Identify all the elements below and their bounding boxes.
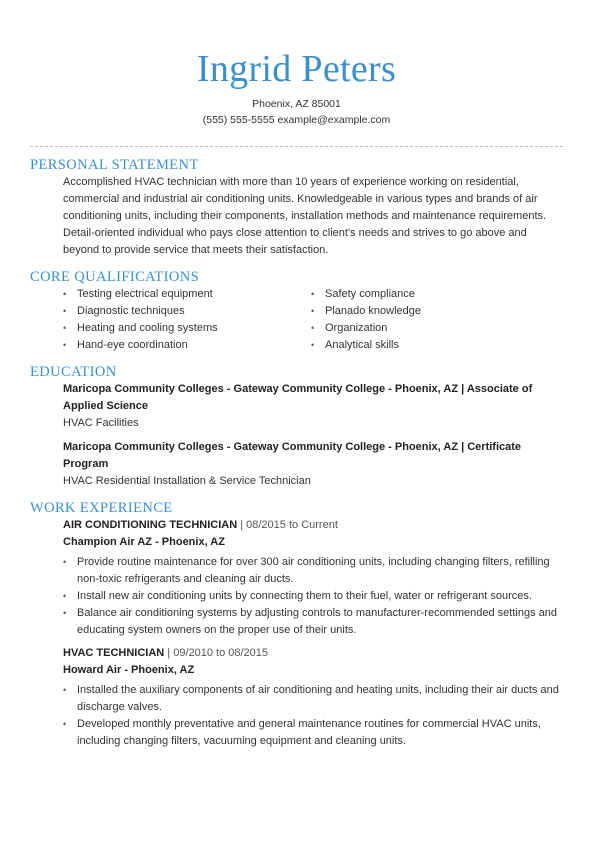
job-duty-item: • Provide routine maintenance for over 300 air conditioning units, including changing filters, refilling non-toxic refrigerants and cleaning air ducts.: [63, 554, 563, 588]
phone-email-text: (555) 555-5555 example@example.com: [202, 114, 391, 126]
education-school: Maricopa Community Colleges - Gateway Community College - Phoenix, AZ | Certificate Program: [63, 441, 522, 470]
qualification-item: • Heating and cooling systems: [63, 320, 311, 337]
statement-heading: PERSONAL STATEMENT: [30, 157, 199, 173]
job-company: Howard Air - Phoenix, AZ: [63, 664, 195, 676]
qualification-item: • Safety compliance: [311, 286, 559, 303]
job-dates: | 08/2015 to Current: [237, 519, 338, 531]
job-dates: | 09/2010 to 08/2015: [164, 647, 269, 659]
job-duty-item: • Install new air conditioning units by connecting them to their fuel, water or refrigerant sources.: [63, 588, 563, 605]
qualifications-heading: CORE QUALIFICATIONS: [30, 269, 200, 285]
job-duty-item: • Installed the auxiliary components of air conditioning and heating units, including their air ducts and discharge valves.: [63, 682, 563, 716]
qualification-item: • Analytical skills: [311, 337, 559, 354]
education-field: HVAC Residential Installation & Service Technician: [63, 475, 311, 487]
qualification-item: • Planado knowledge: [311, 303, 559, 320]
qualifications-column-left: [63, 286, 311, 354]
statement-text: Accomplished HVAC technician with more than 10 years of experience working on residential, commercial and industrial air conditioning units. Knowledgeable in various types and brands of air conditioning units, including their components, installation methods and maintenance requirements. Detail-oriented individual who pays close attention to client's needs and strives to go above and beyond to provide service that meets their satisfaction.: [63, 176, 547, 256]
education-field: HVAC Facilities: [63, 417, 139, 429]
education-school: Maricopa Community Colleges - Gateway Community College - Phoenix, AZ | Associate of Applied Science: [63, 383, 533, 412]
candidate-name: Ingrid Peters: [196, 48, 397, 90]
job-title: HVAC TECHNICIAN: [63, 647, 165, 659]
job-company: Champion Air AZ - Phoenix, AZ: [63, 536, 225, 548]
qualification-item: • Organization: [311, 320, 559, 337]
location-text: Phoenix, AZ 85001: [252, 98, 341, 110]
header-divider: [30, 146, 563, 147]
qualification-item: • Hand-eye coordination: [63, 337, 311, 354]
job-duties: [63, 682, 563, 750]
job-title-line: [63, 517, 563, 534]
education-entry: [63, 439, 563, 490]
qualifications-column-right: [311, 286, 559, 354]
education-heading: EDUCATION: [30, 364, 117, 380]
contact-block: [30, 96, 563, 128]
qualification-item: • Testing electrical equipment: [63, 286, 311, 303]
job-title-line: [63, 645, 563, 662]
job-entry: [63, 517, 563, 639]
job-duty-item: • Developed monthly preventative and general maintenance routines for commercial HVAC units, including changing filters, vacuuming equipment and cleaning units.: [63, 716, 563, 750]
education-entry: [63, 381, 563, 432]
job-duties: [63, 554, 563, 639]
experience-heading: WORK EXPERIENCE: [30, 500, 173, 516]
job-duty-item: • Balance air conditioning systems by adjusting controls to manufacturer-recommended settings and educating system owners on the proper use of their units.: [63, 605, 563, 639]
qualification-item: • Diagnostic techniques: [63, 303, 311, 320]
job-title: AIR CONDITIONING TECHNICIAN: [63, 519, 238, 531]
education-list: [30, 381, 563, 490]
qualifications-list: [30, 286, 563, 354]
experience-list: [30, 517, 563, 750]
job-entry: [63, 645, 563, 750]
